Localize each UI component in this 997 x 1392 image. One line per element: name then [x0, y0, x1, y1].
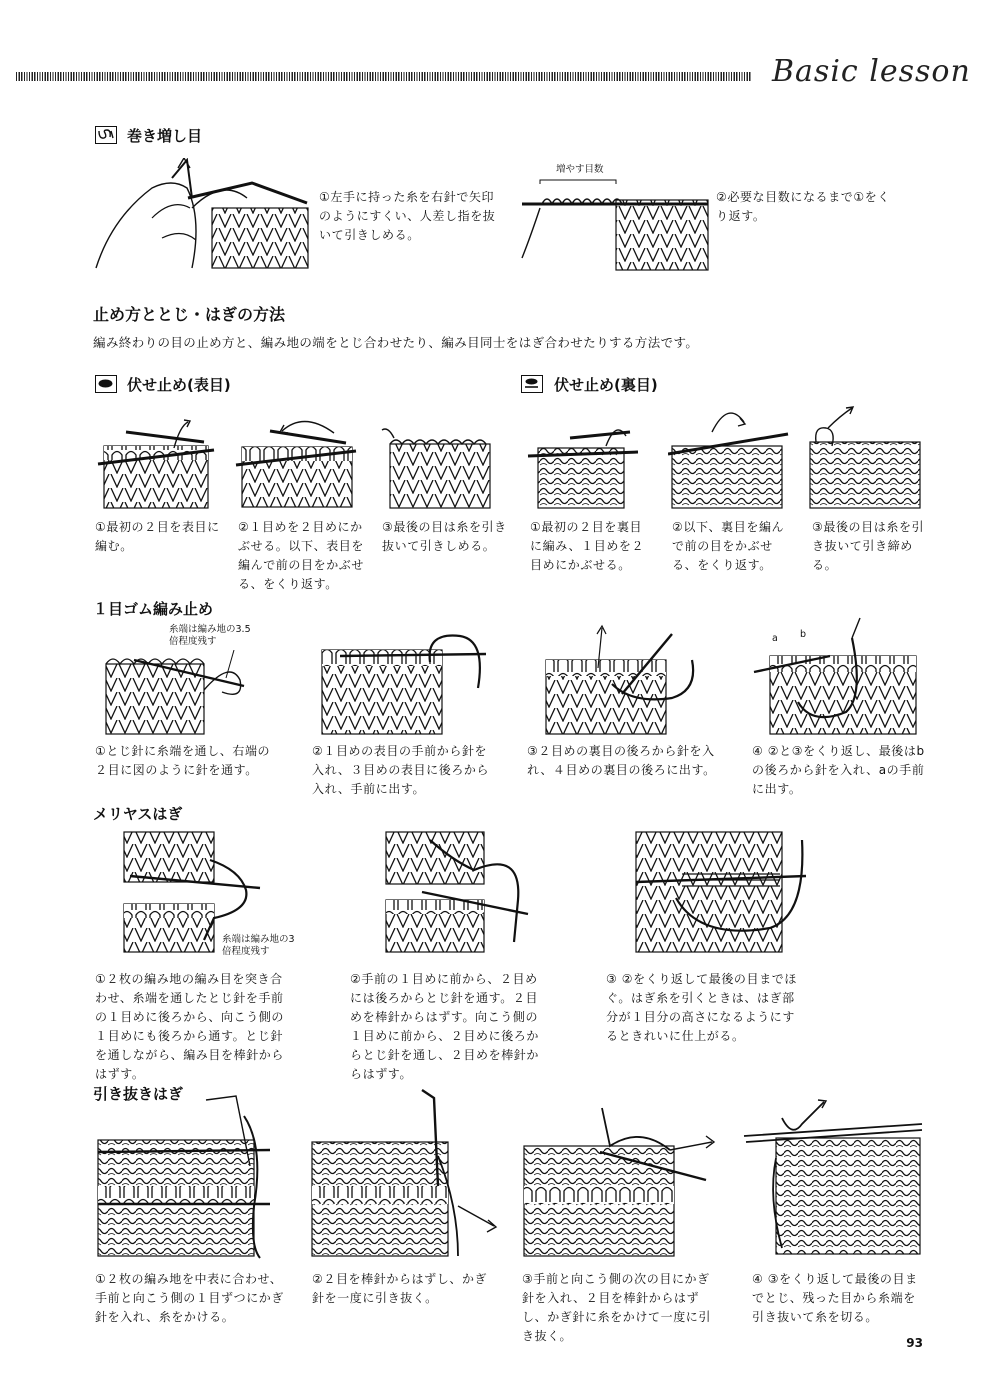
makimashi-figure-2 — [520, 178, 712, 272]
hikinuki-figure-2 — [308, 1086, 498, 1260]
rib-note: 糸端は編み地の3.5倍程度残す — [169, 624, 251, 647]
fuse-omote-step3: ③最後の目は糸を引き抜いて引きしめる。 — [382, 520, 507, 553]
rib-figure-2 — [320, 632, 492, 736]
page-number: 93 — [906, 1336, 923, 1350]
fuse-ura-figure-3 — [806, 406, 924, 510]
meriyasu-figure-3 — [630, 830, 810, 954]
rib-step4: ④ ②と③をくり返し、最後はbの後ろから針を入れ、aの手前に出す。 — [752, 744, 925, 796]
fuse-omote-figure-1 — [96, 418, 216, 510]
rib-step1: ①とじ針に糸端を通し、右端の２目に図のように針を通す。 — [95, 744, 271, 777]
hikinuki-figure-1 — [94, 1086, 284, 1260]
fuse-omote-figure-3 — [378, 424, 494, 510]
meriyasu-step1: ①２枚の編み地の編み目を突き合わせ、糸端を通したとじ針を手前の１目めに後ろから、向こう側の１目めにも後ろから通す。とじ針を通しながら、編み目を棒針からはずす。 — [95, 972, 285, 1081]
binding-intro: 編み終わりの目の止め方と、編み地の端をとじ合わせたり、編み目同士をはぎ合わせたりする方法です。 — [93, 335, 699, 350]
rib-figure-1 — [104, 650, 252, 736]
increase-label: 増やす目数 — [556, 164, 604, 175]
brand-title: Basic lesson — [772, 54, 971, 89]
fuse-ura-step1: ①最初の２目を裏目に編み、１目めを２目めにかぶせる。 — [530, 520, 645, 572]
knit-bind-off-symbol-icon — [95, 375, 117, 393]
rib-figure-3 — [542, 624, 702, 736]
makimashi-figure-1 — [92, 158, 314, 272]
meriyasu-title: メリヤスはぎ — [93, 805, 183, 823]
fuse-omote-step2: ②１目めを２目めにかぶせる。以下、表目を編んで前の目をかぶせる、をくり返す。 — [238, 520, 365, 591]
hikinuki-step3: ③手前と向こう側の次の目にかぎ針を入れ、２目を棒針からはずし、かぎ針に糸をかけて一度に引き抜く。 — [522, 1272, 712, 1343]
fuse-omote-step1: ①最初の２目を表目に編む。 — [95, 520, 220, 553]
makimashi-title: 巻き増し目 — [127, 127, 203, 145]
fuse-omote-title: 伏せ止め(表目) — [127, 376, 231, 394]
fuse-ura-step2: ②以下、裏目を編んで前の目をかぶせる、をくり返す。 — [672, 520, 785, 572]
purl-bind-off-symbol-icon — [521, 375, 543, 393]
fuse-ura-title: 伏せ止め(裏目) — [554, 376, 658, 394]
meriyasu-step3: ③ ②をくり返して最後の目までほぐ。はぎ糸を引くときは、はぎ部分が１目分の高さになるようにするときれいに仕上がる。 — [606, 972, 797, 1043]
rib-label-a: a — [772, 633, 778, 644]
hikinuki-figure-3 — [520, 1106, 720, 1260]
fuse-omote-figure-2 — [234, 413, 360, 510]
header-rule — [16, 72, 751, 81]
rib-figure-4 — [752, 616, 922, 736]
fuse-ura-figure-1 — [526, 416, 640, 510]
rib-title: １目ゴム編み止め — [93, 600, 214, 618]
makimashi-step2: ②必要な目数になるまで①をくり返す。 — [716, 190, 890, 223]
rib-step3: ③２目めの裏目の後ろから針を入れ、４目めの裏目の後ろに出す。 — [527, 744, 716, 777]
makimashi-step1: ①左手に持った糸を右針で矢印のようにすくい、人差し指を抜いて引きしめる。 — [319, 190, 496, 242]
hikinuki-step4: ④ ③をくり返して最後の目までとじ、残った目から糸端を引き抜いて糸を切る。 — [752, 1272, 918, 1324]
cast-on-symbol-icon — [95, 126, 117, 144]
binding-heading: 止め方ととじ・はぎの方法 — [93, 305, 286, 324]
hikinuki-step2: ②２目を棒針からはずし、かぎ針を一度に引き抜く。 — [312, 1272, 488, 1305]
meriyasu-figure-2 — [382, 830, 542, 954]
meriyasu-step2: ②手前の１目めに前から、２目めには後ろからとじ針を通す。２目めを棒針からはずす。向こう側の１目めに前から、２目めに後ろからとじ針を通し、２目めを棒針からはずす。 — [350, 972, 540, 1081]
rib-label-b: b — [800, 629, 807, 640]
meriyasu-note: 糸端は編み地の3倍程度残す — [222, 934, 295, 957]
fuse-ura-figure-2 — [668, 406, 790, 510]
hikinuki-title: 引き抜きはぎ — [93, 1085, 184, 1103]
hikinuki-figure-4 — [742, 1098, 926, 1260]
hikinuki-step1: ①２枚の編み地を中表に合わせ、手前と向こう側の１目ずつにかぎ針を入れ、糸をかける。 — [95, 1272, 285, 1324]
rib-step2: ②１目めの表目の手前から針を入れ、３目めの表目に後ろから入れ、手前に出す。 — [312, 744, 490, 796]
fuse-ura-step3: ③最後の目は糸を引き抜いて引き締める。 — [812, 520, 925, 572]
